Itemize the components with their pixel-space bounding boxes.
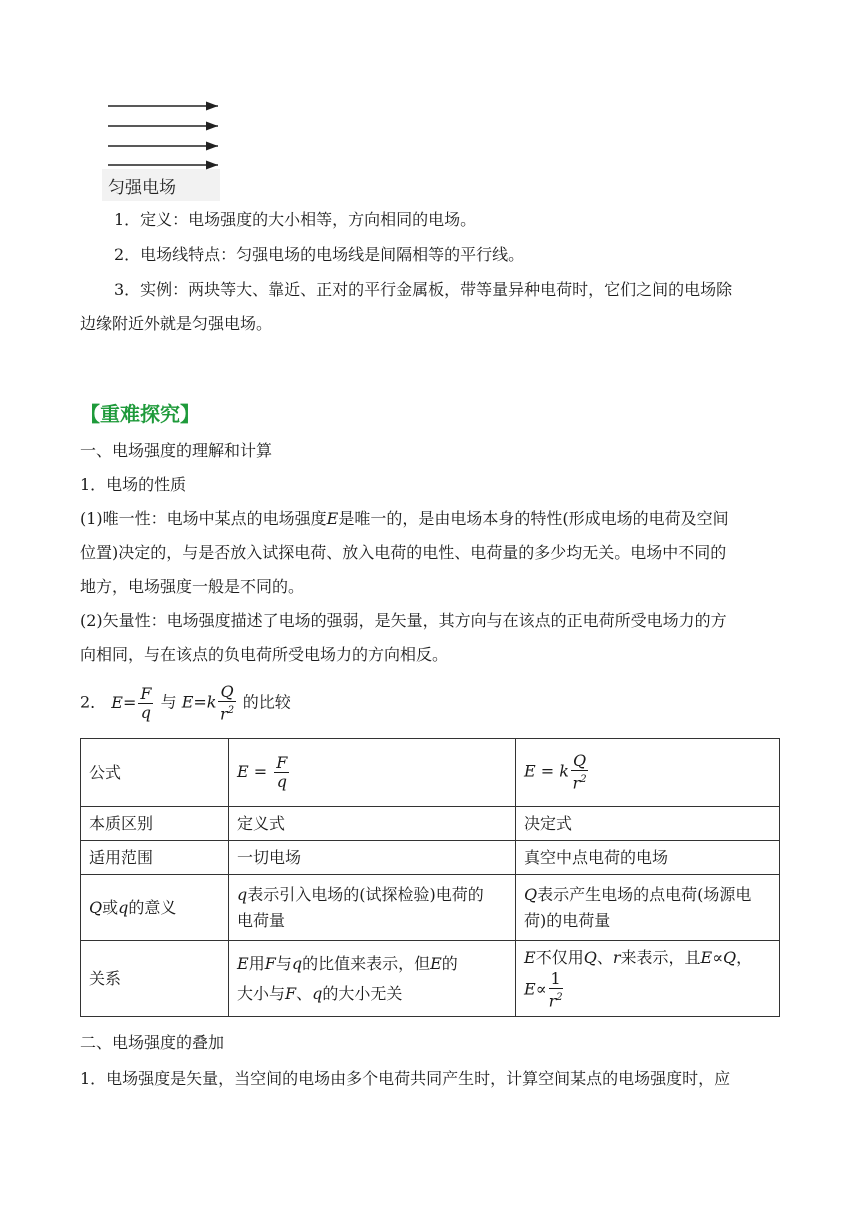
table-cell: E = k $\frac{Q}{r^2}$ (516, 739, 780, 807)
table-row (81, 875, 780, 941)
table-cell: 公式 (81, 739, 229, 807)
uniform-field-figure (102, 93, 222, 203)
table-cell: 关系 (81, 941, 229, 1017)
comparison-subtitle: 2． E= $\frac{F}{q}$ 与 E=k $\frac{Q}{r^2}$ 的比较 (80, 682, 291, 724)
example-item-line2: 边缘附近外就是匀强电场。 (80, 314, 273, 333)
table-cell: Q表示产生电场的点电荷(场源电 荷)的电荷量 (516, 875, 780, 941)
table-cell: 定义式 (229, 807, 516, 841)
table-cell: 决定式 (516, 807, 780, 841)
table-cell: q表示引入电场的(试探检验)电荷的 电荷量 (229, 875, 516, 941)
uniqueness-paragraph-line3: 地方，电场强度一般是不同的。 (80, 577, 305, 596)
vector-paragraph-line2: 向相同，与在该点的负电荷所受电场力的方向相反。 (80, 645, 449, 664)
vector-paragraph-line1: (2)矢量性：电场强度描述了电场的强弱，是矢量，其方向与在该点的正电荷所受电场力的方 (80, 611, 727, 630)
part1-subtitle: 1．电场的性质 (80, 475, 187, 494)
table-cell: 一切电场 (229, 841, 516, 875)
part1-title: 一、电场强度的理解和计算 (80, 441, 273, 460)
field-lines-diagram (102, 93, 222, 173)
example-item-line1: 3．实例：两块等大、靠近、正对的平行金属板，带等量异种电荷时，它们之间的电场除 (114, 280, 733, 299)
table-cell: 本质区别 (81, 807, 229, 841)
table-cell: E = $\frac{F}{q}$ (229, 739, 516, 807)
superposition-paragraph-line1: 1．电场强度是矢量，当空间的电场由多个电荷共同产生时，计算空间某点的电场强度时，应 (80, 1069, 731, 1088)
table-cell: Q或q的意义 (81, 875, 229, 941)
uniqueness-paragraph-line2: 位置)决定的，与是否放入试探电荷、放入电荷的电性、电荷量的多少均无关。电场中不同的 (80, 543, 727, 562)
comparison-table (80, 738, 780, 1017)
figure-caption: 匀强电场 (108, 178, 176, 198)
uniqueness-paragraph-line1: (1)唯一性：电场中某点的电场强度E是唯一的，是由电场本身的特性(形成电场的电荷及空间 (80, 509, 729, 528)
table-row (81, 941, 780, 1017)
point-charge-formula: E=k $\frac{Q}{r^2}$ (181, 682, 235, 724)
part2-title: 二、电场强度的叠加 (80, 1033, 225, 1052)
section-heading: 【重难探究】 (80, 402, 200, 426)
definition-formula: E= $\frac{F}{q}$ (111, 683, 152, 722)
definition-item: 1．定义：电场强度的大小相等，方向相同的电场。 (114, 210, 477, 229)
table-row (81, 841, 780, 875)
table-row (81, 807, 780, 841)
field-line-feature-item: 2．电场线特点：匀强电场的电场线是间隔相等的平行线。 (114, 245, 525, 264)
table-cell: E用F与q的比值来表示，但E的 大小与F、q的大小无关 (229, 941, 516, 1017)
table-row (81, 739, 780, 807)
table-cell: E不仅用Q、r来表示，且E∝Q， E∝ $\frac{1}{r^2}$ (516, 941, 780, 1017)
table-cell: 适用范围 (81, 841, 229, 875)
table-cell: 真空中点电荷的电场 (516, 841, 780, 875)
